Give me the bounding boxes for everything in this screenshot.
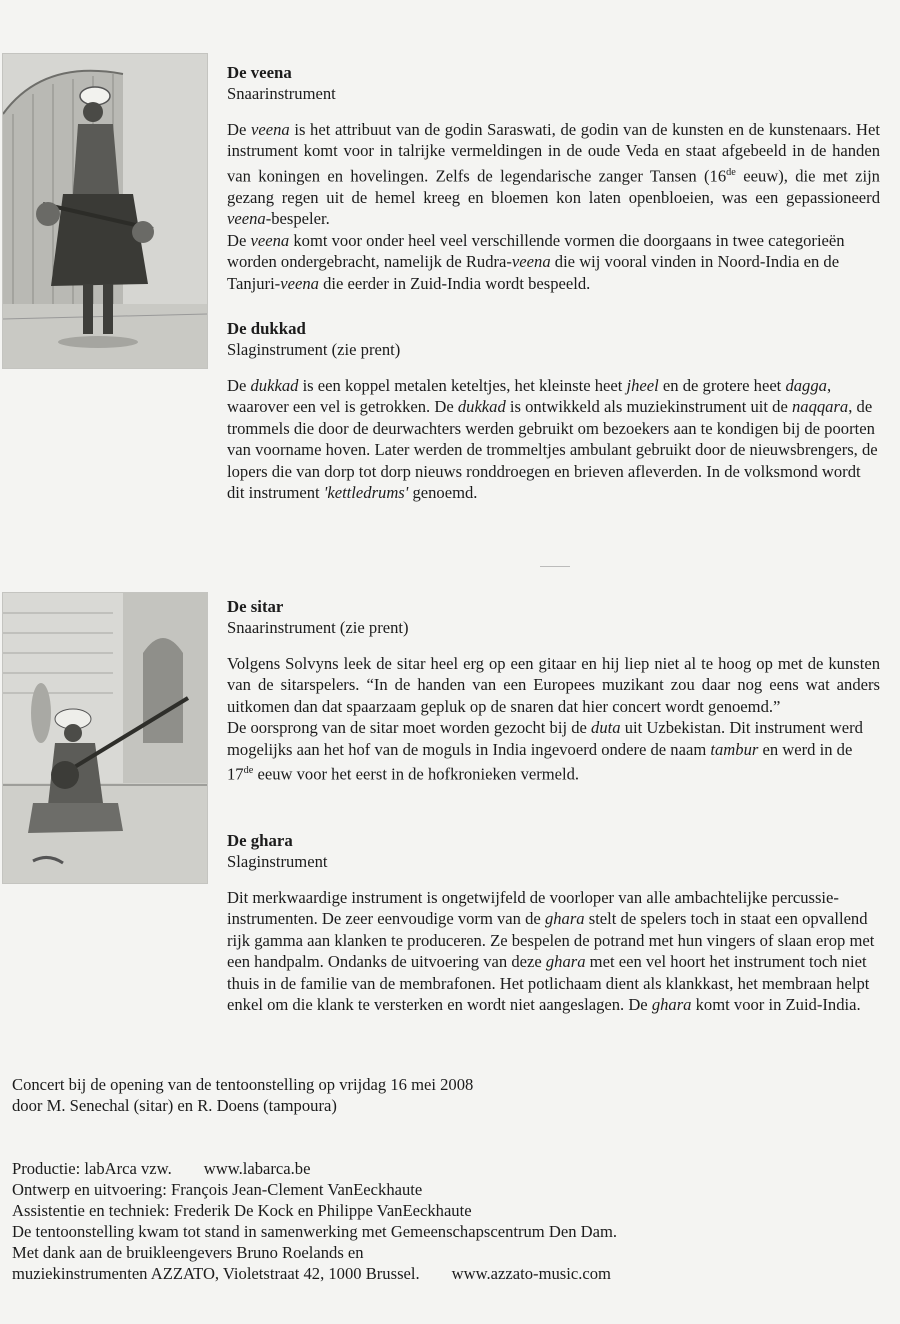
dukkad-paragraph-1: De dukkad is een koppel metalen keteltjes, het kleinste heet jheel en de grotere heet dagga, waarover een vel is getrokken. De dukkad is ontwikkeld als muziekinstrument uit de naqqara, de trommels die door de deurwachters werden gebruikt om bezoekers aan te kondigen bij de poorten van voorname hoven. Later werden de trommeltjes ambulant gebruikt door de nieuwsbrengers, de lopers die van dorp tot dorp nieuws ronddroegen en brieven afleverden. In de volksmond wordt dit instrument 'kettledrums' genoemd. [227, 375, 878, 502]
azzato-link[interactable]: www.azzato-music.com [451, 1264, 611, 1283]
concert-line-1: Concert bij de opening van de tentoonstelling op vrijdag 16 mei 2008 [12, 1075, 474, 1094]
dukkad-title: De dukkad [227, 319, 306, 338]
ghara-paragraph-1: Dit merkwaardige instrument is ongetwijfeld de voorloper van alle ambachtelijke percussie-instrumenten. De zeer eenvoudige vorm van de ghara stelt de spelers toch in staat een opvallend rijk gamma aan klanken te produceren. Ze bespelen de potrand met hun vingers of slaan erop met een handpalm. Ondanks de uitvoering van deze ghara met een vel hoort het instrument toch niet thuis in de familie van de membrafonen. Het potlichaam dient als klankkast, het membraan helpt enkel om die klank te versterken en wordt niet aangeslagen. De ghara komt voor in Zuid-India. [227, 887, 875, 1014]
sitar-title: De sitar [227, 597, 284, 616]
veena-paragraph-2: De veena komt voor onder heel veel verschillende vormen die doorgaans in twee categorieën worden ondergebracht, namelijk de Rudra-veena die wij vooral vinden in Noord-India en de Tanjuri-veena die eerder in Zuid-India wordt bespeeld. [227, 230, 845, 293]
veena-subtitle: Snaarinstrument [227, 84, 336, 103]
ghara-section [227, 830, 880, 1016]
assistance-credit: Assistentie en techniek: Frederik De Kock en Philippe VanEeckhaute [12, 1201, 472, 1220]
credits-production-line [12, 1158, 882, 1179]
design-credit: Ontwerp en uitvoering: François Jean-Clement VanEeckhaute [12, 1180, 423, 1199]
sitar-paragraph-2: De oorsprong van de sitar moet worden gezocht bij de duta uit Uzbekistan. Dit instrument werd mogelijks aan het hof van de moguls in India ingevoerd ondere de naam tambur en werd in de 17de eeuw voor het eerst in de hofkronieken vermeld. [227, 718, 863, 784]
veena-title: De veena [227, 63, 292, 82]
collaboration-note: De tentoonstelling kwam tot stand in samenwerking met Gemeenschapscentrum Den Dam. [12, 1222, 618, 1241]
credits [12, 1158, 882, 1284]
veena-section [227, 62, 880, 294]
thanks-note: Met dank aan de bruikleengevers Bruno Roelands en [12, 1243, 364, 1262]
sitar-section [227, 596, 880, 785]
concert-line-2: door M. Senechal (sitar) en R. Doens (tampoura) [12, 1096, 337, 1115]
sitar-subtitle: Snaarinstrument (zie prent) [227, 618, 409, 637]
concert-info [12, 1074, 882, 1116]
dukkad-section [227, 318, 880, 504]
lender-line [12, 1263, 882, 1284]
sitar-paragraph-1: Volgens Solvyns leek de sitar heel erg op een gitaar en hij liep niet al te hoog op met de kunsten van de sitarspelers. “In de handen van een Europees muzikant zou daar nog eens wat anders uitkomen dan dat spaarzaam gepluk op de snaren dat hier concert wordt genoemd.” [227, 653, 880, 716]
sitar-player-illustration [2, 592, 208, 884]
ghara-subtitle: Slaginstrument [227, 852, 328, 871]
veena-player-illustration [2, 53, 208, 369]
labarca-link[interactable]: www.labarca.be [203, 1159, 311, 1178]
ghara-title: De ghara [227, 831, 293, 850]
lender-text: muziekinstrumenten AZZATO, Violetstraat 42, 1000 Brussel. [12, 1264, 420, 1283]
production-text: Productie: labArca vzw. [12, 1159, 172, 1178]
section-divider [540, 566, 570, 567]
dukkad-subtitle: Slaginstrument (zie prent) [227, 340, 401, 359]
veena-paragraph-1: De veena is het attribuut van de godin Saraswati, de godin van de kunsten en de kunstenaars. Het instrument komt voor in talrijke vermeldingen in de oude Veda en staat afgebeeld in de handen van koningen en hovelingen. Zelfs de legendarische zanger Tansen (16de eeuw), die met zijn gezang regen uit de hemel kreeg en bloemen kon laten openbloeien, was een gepassioneerd veena-bespeler. [227, 119, 881, 229]
